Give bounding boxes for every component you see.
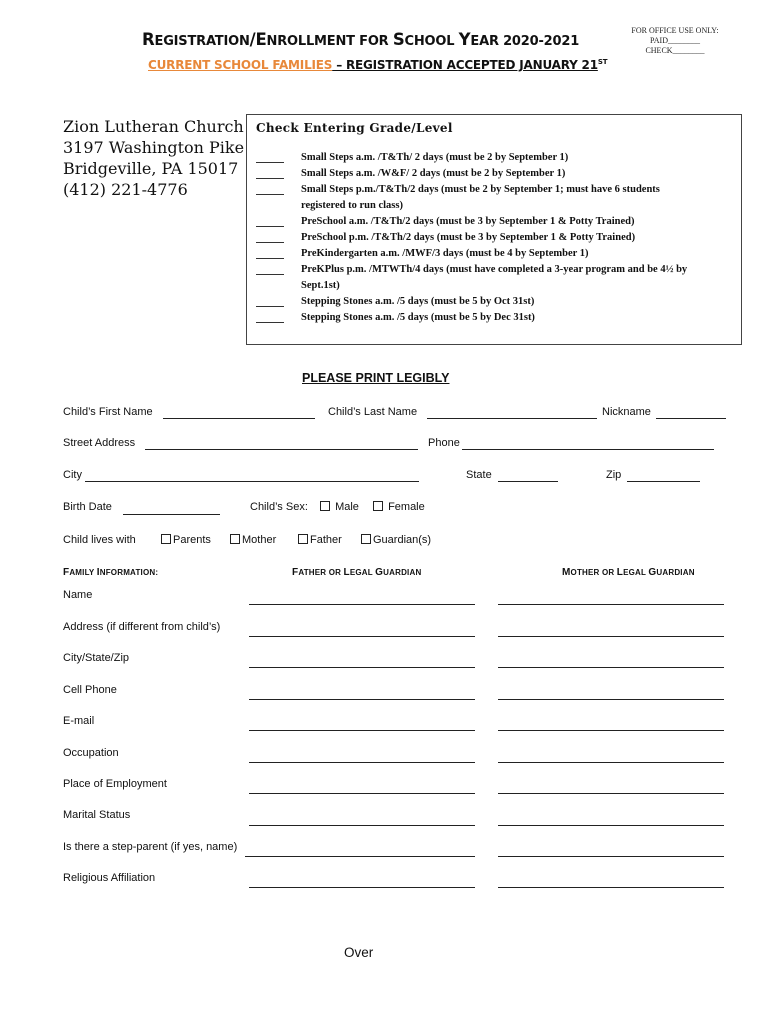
father-religion-field[interactable] [249, 887, 475, 888]
mother-religion-field[interactable] [498, 887, 724, 888]
birth-date-field[interactable] [123, 514, 220, 515]
grade-option: PreKindergarten a.m. /MWF/3 days (must be 4 by September 1) [301, 248, 589, 259]
church-phone: (412) 221-4776 [63, 180, 188, 199]
grade-level-heading: Check Entering Grade/Level [256, 121, 453, 135]
father-checkbox[interactable] [298, 534, 308, 544]
street-address-field[interactable] [145, 449, 418, 450]
father-employment-field[interactable] [249, 793, 475, 794]
office-use-box [620, 26, 730, 56]
grade-checkbox-line[interactable] [256, 194, 284, 195]
family-row-label: Religious Affiliation [63, 872, 156, 884]
family-info-heading: FAMILY INFORMATION: [63, 567, 159, 578]
state-field[interactable] [498, 481, 558, 482]
state-label: State [466, 469, 492, 481]
mother-city-field[interactable] [498, 667, 724, 668]
grade-option: Stepping Stones a.m. /5 days (must be 5 by Dec 31st) [301, 312, 535, 323]
street-address-label: Street Address [63, 437, 136, 449]
grade-checkbox-line[interactable] [256, 322, 284, 323]
family-row-label: City/State/Zip [63, 652, 130, 664]
phone-label: Phone [428, 437, 460, 449]
grade-checkbox-line[interactable] [256, 306, 284, 307]
mother-employment-field[interactable] [498, 793, 724, 794]
grade-option: PreSchool a.m. /T&Th/2 days (must be 3 by September 1 & Potty Trained) [301, 216, 635, 227]
nickname-label: Nickname [602, 406, 651, 418]
last-name-field[interactable] [427, 418, 597, 419]
father-city-field[interactable] [249, 667, 475, 668]
mother-email-field[interactable] [498, 730, 724, 731]
zip-label: Zip [606, 469, 622, 481]
grade-checkbox-line[interactable] [256, 226, 284, 227]
family-row-label: Occupation [63, 747, 119, 759]
family-row-label: Place of Employment [63, 778, 167, 790]
city-label: City [63, 469, 82, 481]
male-checkbox[interactable] [320, 501, 330, 511]
grade-option: Stepping Stones a.m. /5 days (must be 5 by Oct 31st) [301, 296, 535, 307]
mother-marital-field[interactable] [498, 825, 724, 826]
father-stepparent-field[interactable] [245, 856, 475, 857]
office-use-label: FOR OFFICE USE ONLY: [631, 26, 719, 35]
grade-checkbox-line[interactable] [256, 178, 284, 179]
grade-option-continued: registered to run class) [301, 200, 403, 211]
print-legibly-heading: PLEASE PRINT LEGIBLY [302, 371, 450, 385]
father-address-field[interactable] [249, 636, 475, 637]
grade-option: Small Steps a.m. /W&F/ 2 days (must be 2 by September 1) [301, 168, 566, 179]
form-title: REGISTRATION/ENROLLMENT FOR SCHOOL YEAR 2020-2021 [142, 30, 580, 49]
church-name: Zion Lutheran Church [63, 117, 244, 136]
church-address [63, 116, 244, 200]
mother-checkbox[interactable] [230, 534, 240, 544]
family-row-label: Is there a step-parent (if yes, name) [63, 841, 238, 853]
office-use-fields[interactable]: PAID________ CHECK________ [645, 36, 705, 55]
grade-option: Small Steps p.m./T&Th/2 days (must be 2 by September 1; must have 6 students [301, 184, 660, 195]
lives-with-mother[interactable]: Mother [230, 534, 276, 546]
sex-female-option[interactable]: Female [373, 501, 425, 513]
father-marital-field[interactable] [249, 825, 475, 826]
mother-name-field[interactable] [498, 604, 724, 605]
form-subtitle: CURRENT SCHOOL FAMILIES – REGISTRATION ACCEPTED JANUARY 21ST [148, 58, 608, 72]
lives-with-father[interactable]: Father [298, 534, 342, 546]
current-families-label: CURRENT SCHOOL FAMILIES [148, 58, 333, 72]
phone-field[interactable] [462, 449, 714, 450]
father-name-field[interactable] [249, 604, 475, 605]
mother-cell-field[interactable] [498, 699, 724, 700]
lives-with-parents[interactable]: Parents [161, 534, 211, 546]
father-occupation-field[interactable] [249, 762, 475, 763]
first-name-label: Child’s First Name [63, 406, 153, 418]
grade-checkbox-line[interactable] [256, 162, 284, 163]
last-name-label: Child’s Last Name [328, 406, 418, 418]
grade-option-continued: Sept.1st) [301, 280, 340, 291]
over-page-indicator: Over [344, 945, 374, 960]
father-cell-field[interactable] [249, 699, 475, 700]
parents-checkbox[interactable] [161, 534, 171, 544]
female-checkbox[interactable] [373, 501, 383, 511]
family-row-label: Cell Phone [63, 684, 117, 696]
mother-guardian-heading: MOTHER OR LEGAL GUARDIAN [562, 567, 695, 578]
mother-stepparent-field[interactable] [498, 856, 724, 857]
grade-option: PreSchool p.m. /T&Th/2 days (must be 3 by September 1 & Potty Trained) [301, 232, 636, 243]
zip-field[interactable] [627, 481, 700, 482]
church-city: Bridgeville, PA 15017 [63, 159, 239, 178]
family-row-label: Name [63, 589, 93, 601]
grade-checkbox-line[interactable] [256, 242, 284, 243]
guardians-checkbox[interactable] [361, 534, 371, 544]
grade-option: Small Steps a.m. /T&Th/ 2 days (must be 2 by September 1) [301, 152, 569, 163]
lives-with-guardians[interactable]: Guardian(s) [361, 534, 431, 546]
family-row-label: Marital Status [63, 809, 131, 821]
father-email-field[interactable] [249, 730, 475, 731]
church-street: 3197 Washington Pike [63, 138, 245, 157]
grade-checkbox-line[interactable] [256, 258, 284, 259]
registration-accepted-label: REGISTRATION ACCEPTED JANUARY 21 [345, 58, 598, 72]
sex-label: Child’s Sex: [250, 501, 308, 513]
sex-male-option[interactable]: Male [320, 501, 359, 513]
grade-option: PreKPlus p.m. /MTWTh/4 days (must have completed a 3-year program and be 4½ by [301, 264, 688, 275]
grade-checkbox-line[interactable] [256, 274, 284, 275]
first-name-field[interactable] [163, 418, 315, 419]
nickname-field[interactable] [656, 418, 726, 419]
lives-with-label: Child lives with [63, 534, 136, 546]
mother-address-field[interactable] [498, 636, 724, 637]
father-guardian-heading: FATHER OR LEGAL GUARDIAN [292, 567, 422, 578]
family-row-label: Address (if different from child’s) [63, 621, 221, 633]
city-field[interactable] [85, 481, 419, 482]
birth-date-label: Birth Date [63, 501, 112, 513]
family-row-label: E-mail [63, 715, 95, 727]
mother-occupation-field[interactable] [498, 762, 724, 763]
